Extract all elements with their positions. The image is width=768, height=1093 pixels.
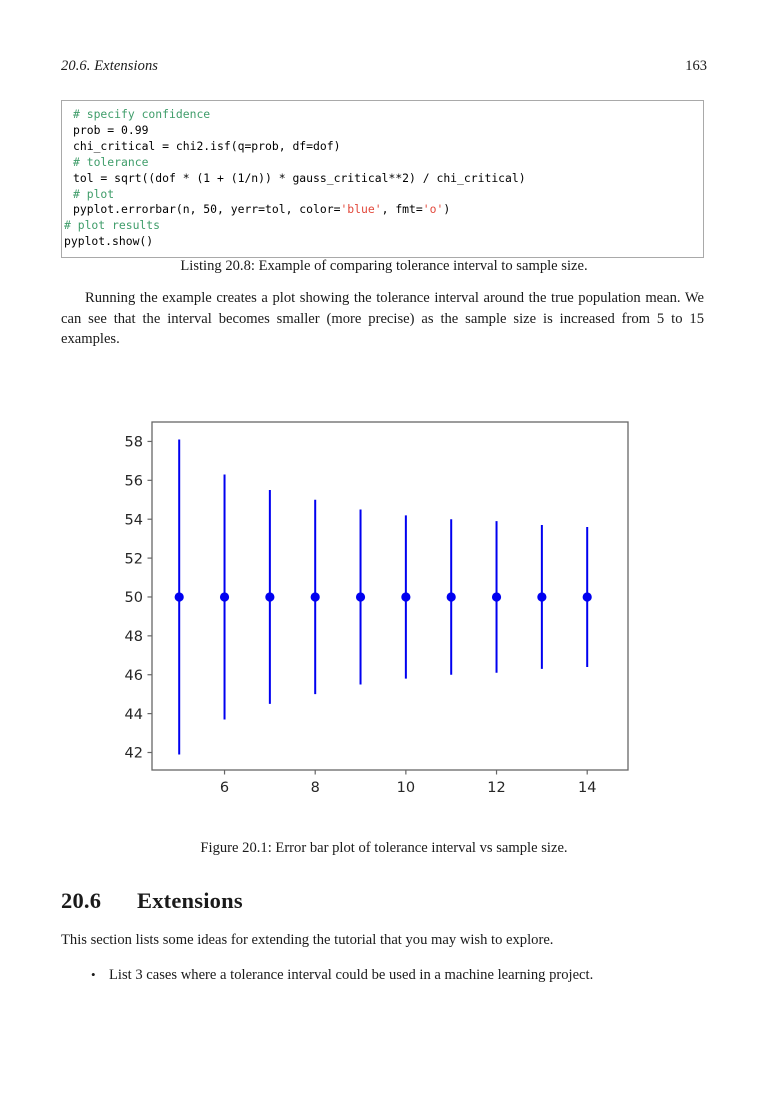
code-line (62, 218, 703, 234)
code-lines (62, 107, 703, 250)
code-token-plain: , fmt= (381, 202, 423, 217)
code-token-plain: ) (443, 202, 451, 217)
code-token-plain: prob = 0.99 (73, 122, 149, 137)
code-token-plain: pyplot.show() (64, 234, 154, 249)
code-line (62, 171, 703, 187)
code-token-string: 'blue' (340, 202, 382, 217)
y-axis-tick-label: 52 (124, 551, 143, 568)
y-axis-tick-label: 58 (124, 434, 143, 451)
section-heading (61, 888, 707, 914)
code-token-comment: # plot results (64, 218, 161, 233)
code-line (62, 234, 703, 250)
paragraph-running-example: Running the example creates a plot showing the tolerance interval around the true population mean. We can see that the interval becomes smaller (more precise) as the sample size is increased from 5 to 15 examples. (61, 290, 704, 347)
code-line (62, 107, 703, 123)
data-point-marker (401, 592, 410, 601)
x-axis-tick-label: 12 (487, 780, 506, 796)
data-series (175, 439, 592, 754)
header-section-title: 20.6. Extensions (61, 58, 159, 74)
data-point-marker (220, 592, 229, 601)
y-axis-tick-label: 46 (124, 667, 143, 684)
code-line (62, 123, 703, 139)
code-token-comment: # plot (73, 186, 115, 201)
code-line (62, 202, 703, 218)
data-point-marker (583, 592, 592, 601)
x-axis-tick-label: 14 (577, 780, 597, 796)
code-line (62, 155, 703, 171)
data-point-marker (311, 592, 320, 601)
y-axis-tick-label: 54 (124, 512, 143, 529)
code-token-plain: tol = sqrt((dof * (1 + (1/n)) * gauss_critical**2) / chi_critical) (73, 170, 526, 185)
code-token-plain: pyplot.errorbar(n, 50, yerr=tol, color= (73, 202, 341, 217)
section-number: 20.6 (61, 888, 102, 913)
y-axis-tick-label: 48 (124, 629, 143, 646)
data-point-marker (356, 592, 365, 601)
code-token-comment: # tolerance (73, 154, 149, 169)
y-axis-tick-label: 50 (124, 590, 143, 607)
y-axis-tick-label: 44 (124, 706, 143, 723)
page-number: 163 (685, 58, 707, 74)
list-item: • List 3 cases where a tolerance interval could be used in a machine learning project. (61, 965, 704, 986)
section-title: Extensions (137, 888, 243, 913)
data-point-marker (175, 592, 184, 601)
data-point-marker (537, 592, 546, 601)
figure-errorbar-plot (61, 400, 704, 820)
code-line (62, 187, 703, 203)
data-point-marker (492, 592, 501, 601)
x-axis-tick-label: 10 (396, 780, 416, 796)
listing-caption: Listing 20.8: Example of comparing tolerance interval to sample size. (180, 258, 588, 274)
x-axis-tick-label: 6 (219, 780, 230, 796)
code-listing-block (61, 100, 704, 258)
code-token-string: 'o' (422, 202, 444, 217)
code-token-plain: chi_critical = chi2.isf(q=prob, df=dof) (73, 138, 341, 153)
extensions-bullet-list (61, 965, 704, 986)
code-token-comment: # specify confidence (73, 107, 211, 121)
data-point-marker (447, 592, 456, 601)
paragraph-extensions-intro: This section lists some ideas for extending the tutorial that you may wish to explore. (61, 932, 554, 948)
code-line (62, 139, 703, 155)
page-header (61, 58, 707, 80)
data-point-marker (265, 592, 274, 601)
y-axis-tick-label: 56 (124, 473, 143, 490)
figure-caption: Figure 20.1: Error bar plot of tolerance interval vs sample size. (200, 840, 568, 856)
errorbar-chart (61, 400, 704, 820)
y-axis-tick-label: 42 (124, 745, 143, 762)
x-axis-tick-label: 8 (310, 780, 320, 796)
